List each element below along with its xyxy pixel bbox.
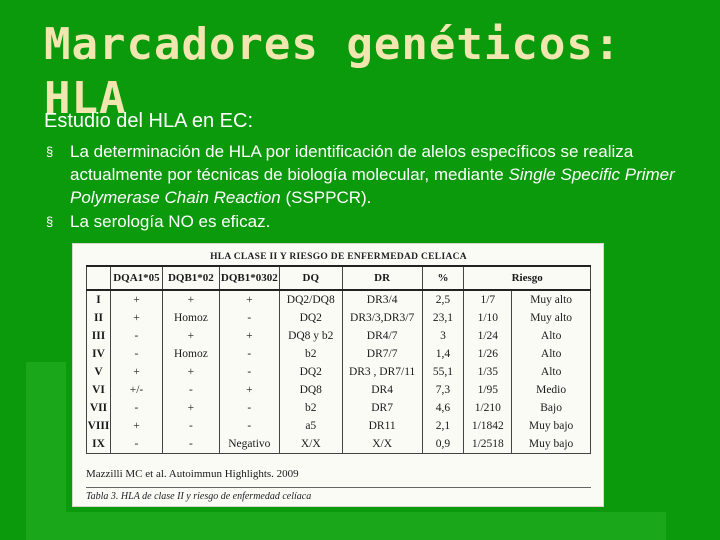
table-cell: - [110,435,162,454]
table-cell: 55,1 [422,363,464,381]
table-cell: 0,9 [422,435,464,454]
table-cell: 1/35 [464,363,512,381]
table-cell: - [219,345,279,363]
table-cell: 1/26 [464,345,512,363]
table-cell: + [219,290,279,309]
table-cell: - [110,345,162,363]
table-cell: DR3/4 [342,290,422,309]
bullet1-tail: (SSPPCR). [280,188,372,207]
table-caption: Tabla 3. HLA de clase II y riesgo de enfermedad celíaca [86,487,591,502]
table-cell: Muy alto [512,309,591,327]
table-cell: 1/7 [464,290,512,309]
table-cell: DR3 , DR7/11 [342,363,422,381]
table-cell: DR7/7 [342,345,422,363]
table-row-label: II [87,309,111,327]
table-cell: - [219,417,279,435]
table-cell: - [110,327,162,345]
table-row-label: VI [87,381,111,399]
slide-title-line1: Marcadores genéticos: [44,19,622,70]
table-cell: 1/210 [464,399,512,417]
bullet-item-molecular [46,140,686,209]
table-cell: Negativo [219,435,279,454]
table-cell: + [110,363,162,381]
table-row-label: I [87,290,111,309]
table-cell: DQ2 [279,363,342,381]
table-cell: 23,1 [422,309,464,327]
hla-risk-table [86,265,591,454]
table-cell: - [162,417,219,435]
table-cell: X/X [279,435,342,454]
table-header-cell [87,266,111,290]
table-cell: DQ8 y b2 [279,327,342,345]
table-cell: 1,4 [422,345,464,363]
table-cell: + [110,290,162,309]
table-cell: Homoz [162,309,219,327]
bullet-item-serology [46,210,686,233]
table-cell: DR4/7 [342,327,422,345]
table-cell: Homoz [162,345,219,363]
table-cell: DQ2 [279,309,342,327]
table-cell: 2,1 [422,417,464,435]
table-cell: 1/1842 [464,417,512,435]
bullet1-italic-term: Single Specific Primer Polymerase Chain Reaction [70,165,675,207]
table-cell: Bajo [512,399,591,417]
table-cell: + [110,417,162,435]
table-cell: DQ2/DQ8 [279,290,342,309]
table-cell: 2,5 [422,290,464,309]
table-cell: + [162,290,219,309]
table-row [87,309,591,327]
table-row [87,327,591,345]
bullet-marker-icon: § [46,214,54,229]
table-cell: DQ8 [279,381,342,399]
table-row [87,417,591,435]
table-cell: + [219,381,279,399]
bullet-marker-icon: § [46,144,54,159]
table-header-cell: DQB1*02 [162,266,219,290]
table-cell: - [162,381,219,399]
table-cell: 1/24 [464,327,512,345]
slide-title-line2: HLA [44,73,127,124]
table-row-label: VII [87,399,111,417]
table-row [87,435,591,454]
table-row [87,399,591,417]
table-cell: DR11 [342,417,422,435]
table-cell: - [219,399,279,417]
table-cell: DR7 [342,399,422,417]
table-cell: 7,3 [422,381,464,399]
table-cell: - [219,363,279,381]
table-cell: - [162,435,219,454]
table-cell: a5 [279,417,342,435]
table-row-label: IX [87,435,111,454]
table-header-cell: % [422,266,464,290]
table-cell: b2 [279,345,342,363]
table-cell: + [162,363,219,381]
table-cell: 1/95 [464,381,512,399]
table-cell: + [219,327,279,345]
table-cell: DR4 [342,381,422,399]
bullet1-text: La determinación de HLA por identificación de alelos específicos se realiza actualmente por técnicas de biología molecular, mediante [70,142,634,184]
table-cell: + [162,327,219,345]
table-row-label: VIII [87,417,111,435]
table-cell: Alto [512,363,591,381]
table-cell: b2 [279,399,342,417]
table-cell: + [110,309,162,327]
table-header-cell: Riesgo [464,266,591,290]
table-row [87,381,591,399]
table-cell: Alto [512,327,591,345]
table-cell: 1/10 [464,309,512,327]
table-cell: - [110,399,162,417]
table-citation: Mazzilli MC et al. Autoimmun Highlights. 2009 [86,468,299,480]
slide-subtitle: Estudio del HLA en EC: [44,110,254,132]
table-body [87,290,591,454]
background-bar-bottom [26,512,666,540]
table-cell: Muy bajo [512,435,591,454]
table-cell: Medio [512,381,591,399]
table-row [87,290,591,309]
table-cell: Alto [512,345,591,363]
table-title: HLA CLASE II Y RIESGO DE ENFERMEDAD CELIACA [210,252,467,262]
table-cell: +/- [110,381,162,399]
table-row-label: IV [87,345,111,363]
table-cell: 3 [422,327,464,345]
table-header-cell: DQA1*05 [110,266,162,290]
table-row [87,363,591,381]
table-header-row [87,266,591,290]
table-cell: X/X [342,435,422,454]
table-row-label: III [87,327,111,345]
table-cell: Muy bajo [512,417,591,435]
table-cell: 4,6 [422,399,464,417]
hla-risk-table-image [73,244,603,506]
table-cell: DR3/3,DR3/7 [342,309,422,327]
table-row-label: V [87,363,111,381]
table-header-cell: DR [342,266,422,290]
table-cell: Muy alto [512,290,591,309]
table-cell: - [219,309,279,327]
table-header-cell: DQB1*0302 [219,266,279,290]
bullet2-text: La serología NO es eficaz. [70,212,271,231]
bullet-list [46,140,686,234]
table-cell: + [162,399,219,417]
table-row [87,345,591,363]
table-header-cell: DQ [279,266,342,290]
table-cell: 1/2518 [464,435,512,454]
